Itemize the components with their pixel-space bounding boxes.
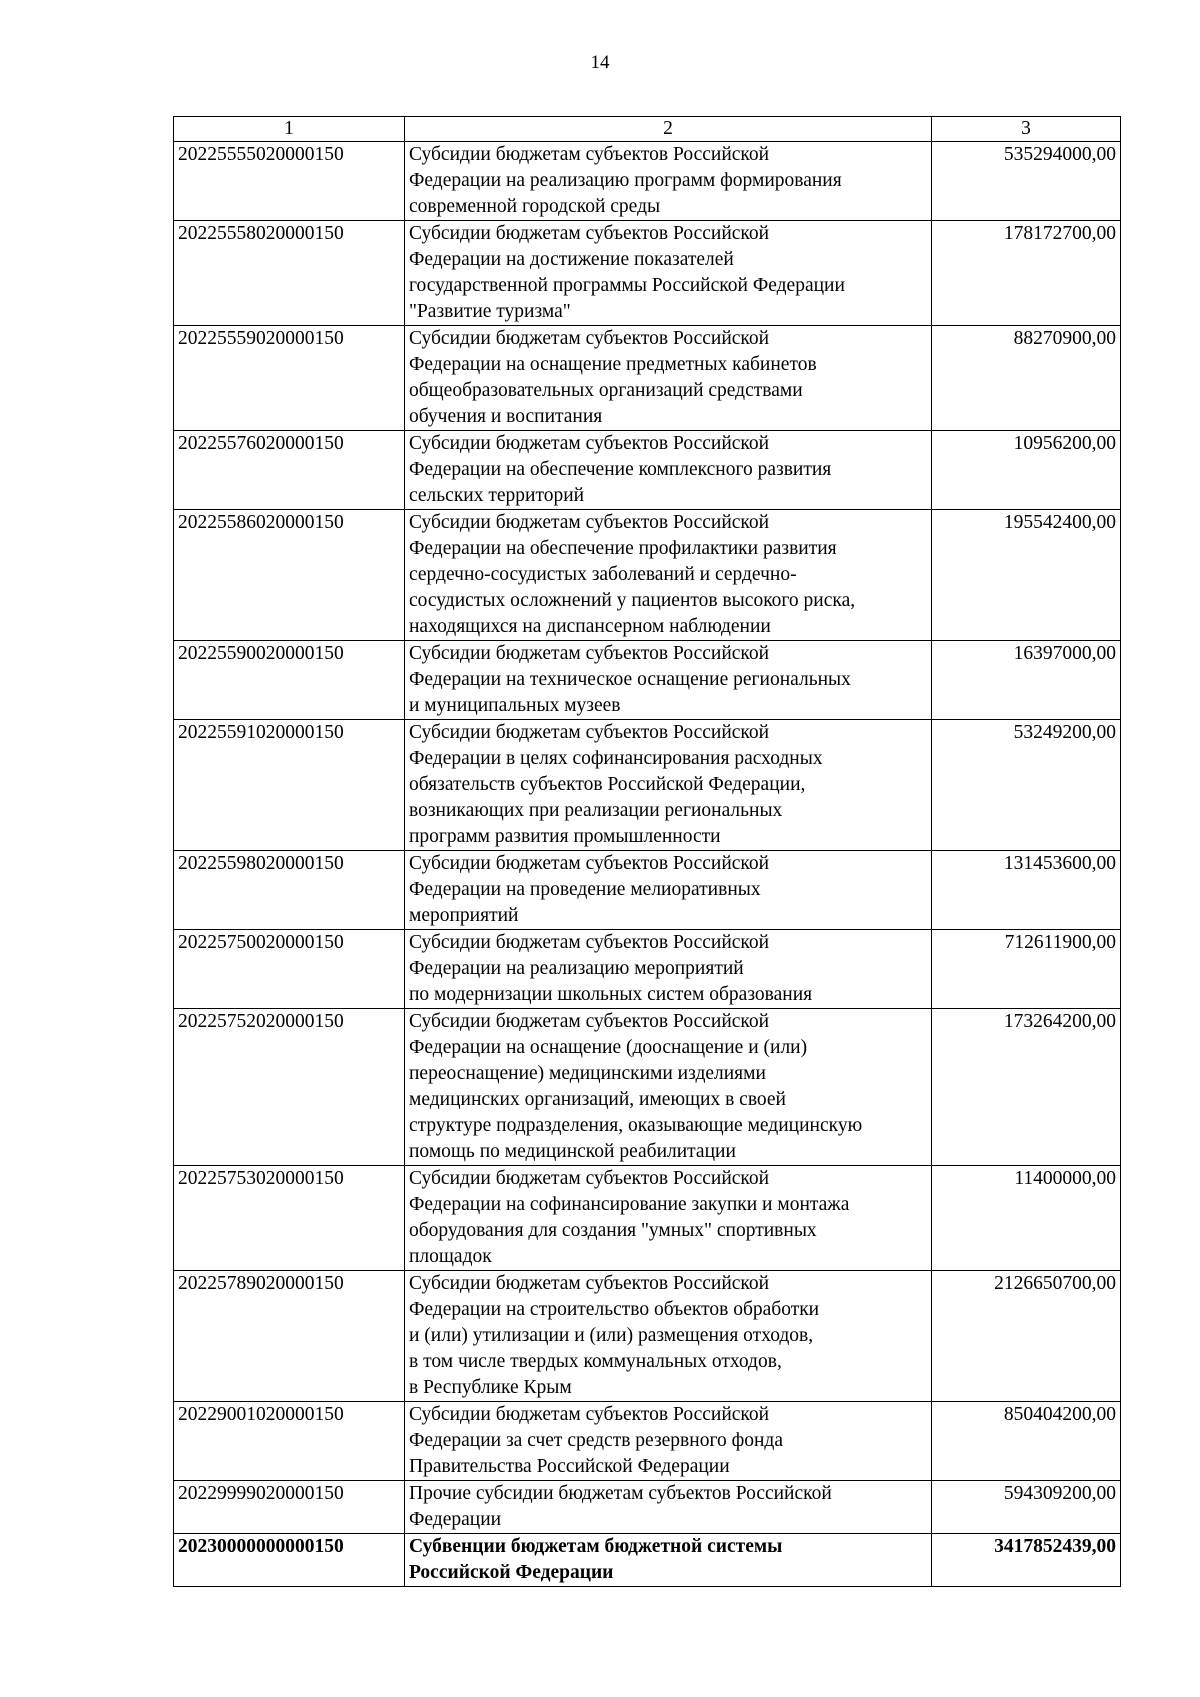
description-line: Субсидии бюджетам субъектов Российской: [409, 1011, 770, 1032]
description-line: Федерации в целях софинансирования расходных: [409, 748, 823, 769]
description-line: мероприятий: [409, 905, 519, 926]
description-line: возникающих при реализации региональных: [409, 800, 783, 821]
description-line: Федерации на реализацию программ формирования: [409, 170, 842, 191]
description-line: Федерации на обеспечение комплексного развития: [409, 459, 832, 480]
description-line: Федерации на проведение мелиоративных: [409, 879, 761, 900]
row-description: [405, 1534, 932, 1587]
description-line: Субсидии бюджетам субъектов Российской: [409, 853, 770, 874]
row-code: 20225558020000150: [174, 221, 405, 326]
row-amount: 178172700,00: [932, 221, 1121, 326]
description-line: государственной программы Российской Федерации: [409, 275, 845, 296]
table-header-row: [174, 117, 1121, 142]
budget-table: [173, 116, 1121, 1587]
row-description: [405, 851, 932, 930]
column-header-code: 1: [174, 117, 405, 142]
row-amount: 88270900,00: [932, 326, 1121, 431]
row-description: [405, 930, 932, 1009]
table-row: [174, 1402, 1121, 1481]
row-amount: 11400000,00: [932, 1166, 1121, 1271]
description-line: Субсидии бюджетам субъектов Российской: [409, 1404, 770, 1425]
description-line: Субвенции бюджетам бюджетной системы: [409, 1536, 783, 1557]
description-line: по модернизации школьных систем образования: [409, 984, 813, 1005]
row-description: [405, 326, 932, 431]
column-header-amount: 3: [932, 117, 1121, 142]
row-description: [405, 1481, 932, 1534]
table-row: [174, 851, 1121, 930]
table-row: [174, 1009, 1121, 1166]
row-amount: 712611900,00: [932, 930, 1121, 1009]
table-row: [174, 1481, 1121, 1534]
table-row: [174, 1271, 1121, 1402]
description-line: Правительства Российской Федерации: [409, 1456, 730, 1477]
row-code: 20225555020000150: [174, 142, 405, 221]
row-code: 20229999020000150: [174, 1481, 405, 1534]
description-line: сельских территорий: [409, 485, 585, 506]
page-number: 14: [590, 52, 610, 73]
row-amount: 3417852439,00: [932, 1534, 1121, 1587]
row-amount: 16397000,00: [932, 641, 1121, 720]
description-line: площадок: [409, 1246, 492, 1267]
description-line: помощь по медицинской реабилитации: [409, 1141, 736, 1162]
description-line: Федерации на оснащение (дооснащение и (или): [409, 1037, 808, 1058]
row-amount: 173264200,00: [932, 1009, 1121, 1166]
description-line: Федерации на достижение показателей: [409, 249, 734, 270]
row-code: 20229001020000150: [174, 1402, 405, 1481]
description-line: Федерации на оснащение предметных кабинетов: [409, 354, 817, 375]
description-line: общеобразовательных организаций средствами: [409, 380, 803, 401]
description-line: в том числе твердых коммунальных отходов,: [409, 1351, 782, 1372]
description-line: и (или) утилизации и (или) размещения отходов,: [409, 1325, 814, 1346]
row-code: 20225559020000150: [174, 326, 405, 431]
description-line: Федерации за счет средств резервного фонда: [409, 1430, 783, 1451]
description-line: Субсидии бюджетам субъектов Российской: [409, 1168, 770, 1189]
description-line: Субсидии бюджетам субъектов Российской: [409, 223, 770, 244]
description-line: Субсидии бюджетам субъектов Российской: [409, 433, 770, 454]
table-row: [174, 326, 1121, 431]
row-description: [405, 1402, 932, 1481]
description-line: "Развитие туризма": [409, 301, 571, 322]
row-code: 20225586020000150: [174, 510, 405, 641]
row-amount: 195542400,00: [932, 510, 1121, 641]
row-description: [405, 1009, 932, 1166]
row-description: [405, 1166, 932, 1271]
description-line: Федерации на техническое оснащение региональных: [409, 669, 851, 690]
table-row: [174, 510, 1121, 641]
description-line: Российской Федерации: [409, 1562, 614, 1583]
table-row: [174, 930, 1121, 1009]
description-line: структуре подразделения, оказывающие медицинскую: [409, 1115, 863, 1136]
row-code: 20225753020000150: [174, 1166, 405, 1271]
description-line: Федерации на реализацию мероприятий: [409, 958, 744, 979]
description-line: обязательств субъектов Российской Федерации,: [409, 774, 806, 795]
table-row: [174, 1166, 1121, 1271]
row-code: 20225598020000150: [174, 851, 405, 930]
description-line: сосудистых осложнений у пациентов высокого риска,: [409, 590, 856, 611]
row-amount: 53249200,00: [932, 720, 1121, 851]
row-amount: 10956200,00: [932, 431, 1121, 510]
row-amount: 535294000,00: [932, 142, 1121, 221]
description-line: находящихся на диспансерном наблюдении: [409, 616, 771, 637]
description-line: Прочие субсидии бюджетам субъектов Российской: [409, 1483, 832, 1504]
table-body: [174, 142, 1121, 1587]
row-description: [405, 720, 932, 851]
row-amount: 2126650700,00: [932, 1271, 1121, 1402]
description-line: оборудования для создания "умных" спортивных: [409, 1220, 817, 1241]
description-line: переоснащение) медицинскими изделиями: [409, 1063, 766, 1084]
description-line: Субсидии бюджетам субъектов Российской: [409, 328, 770, 349]
row-code: 20225750020000150: [174, 930, 405, 1009]
description-line: современной городской среды: [409, 196, 661, 217]
table-row: [174, 1534, 1121, 1587]
row-amount: 594309200,00: [932, 1481, 1121, 1534]
table-row: [174, 641, 1121, 720]
description-line: Субсидии бюджетам субъектов Российской: [409, 1273, 770, 1294]
description-line: Субсидии бюджетам субъектов Российской: [409, 512, 770, 533]
description-line: обучения и воспитания: [409, 406, 603, 427]
row-code: 20225789020000150: [174, 1271, 405, 1402]
row-description: [405, 641, 932, 720]
row-amount: 850404200,00: [932, 1402, 1121, 1481]
description-line: Федерации: [409, 1509, 502, 1530]
description-line: Федерации на софинансирование закупки и монтажа: [409, 1194, 850, 1215]
table-row: [174, 720, 1121, 851]
table-row: [174, 221, 1121, 326]
description-line: медицинских организаций, имеющих в своей: [409, 1089, 786, 1110]
row-description: [405, 510, 932, 641]
description-line: Субсидии бюджетам субъектов Российской: [409, 643, 770, 664]
column-header-description: 2: [405, 117, 932, 142]
row-description: [405, 221, 932, 326]
row-description: [405, 1271, 932, 1402]
description-line: и муниципальных музеев: [409, 695, 621, 716]
row-code: 20225752020000150: [174, 1009, 405, 1166]
description-line: Субсидии бюджетам субъектов Российской: [409, 932, 770, 953]
table-row: [174, 142, 1121, 221]
description-line: Субсидии бюджетам субъектов Российской: [409, 722, 770, 743]
table-row: [174, 431, 1121, 510]
description-line: сердечно-сосудистых заболеваний и сердечно-: [409, 564, 797, 585]
row-code: 20230000000000150: [174, 1534, 405, 1587]
row-code: 20225590020000150: [174, 641, 405, 720]
row-code: 20225591020000150: [174, 720, 405, 851]
description-line: Субсидии бюджетам субъектов Российской: [409, 144, 770, 165]
description-line: программ развития промышленности: [409, 826, 721, 847]
description-line: Федерации на строительство объектов обработки: [409, 1299, 820, 1320]
description-line: в Республике Крым: [409, 1377, 572, 1398]
description-line: Федерации на обеспечение профилактики развития: [409, 538, 837, 559]
row-description: [405, 431, 932, 510]
row-description: [405, 142, 932, 221]
row-amount: 131453600,00: [932, 851, 1121, 930]
row-code: 20225576020000150: [174, 431, 405, 510]
